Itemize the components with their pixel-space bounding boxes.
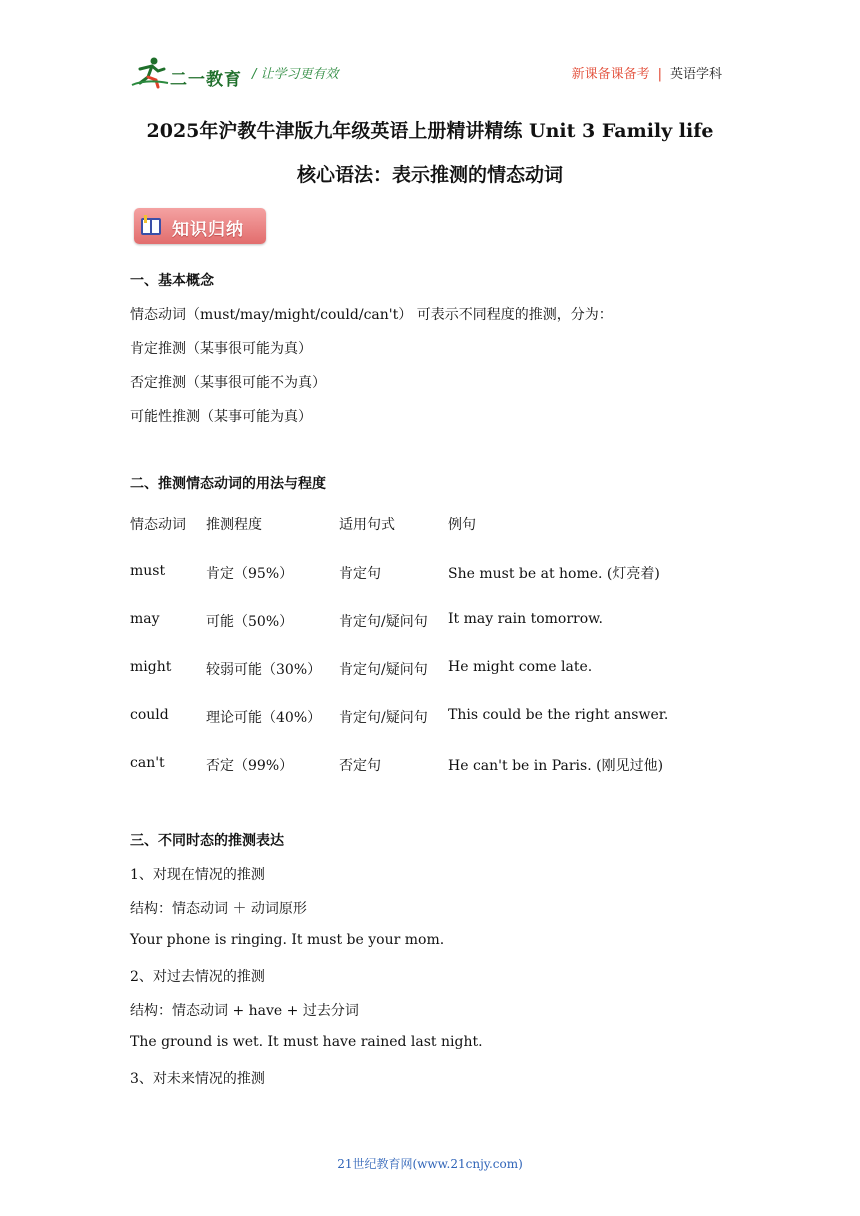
table-cell: It may rain tomorrow. bbox=[448, 611, 603, 627]
section3-line: Your phone is ringing. It must be your mom. bbox=[130, 932, 445, 948]
table-cell: 较弱可能（30%） bbox=[206, 662, 322, 678]
table-cell: may bbox=[130, 611, 160, 627]
runner-logo-icon bbox=[130, 55, 170, 89]
table-cell: 否定句 bbox=[339, 758, 381, 774]
header-course-label: 新课备课备考 bbox=[571, 67, 650, 82]
column-header: 情态动词 bbox=[130, 517, 186, 533]
badge-label: 知识归纳 bbox=[172, 220, 244, 240]
section3-line: 结构：情态动词 ＋ 动词原形 bbox=[130, 901, 307, 917]
table-cell: 肯定（95%） bbox=[206, 566, 294, 582]
table-cell: 肯定句/疑问句 bbox=[339, 662, 428, 678]
section3-line: 2、对过去情况的推测 bbox=[130, 969, 265, 985]
section1-heading: 一、基本概念 bbox=[130, 273, 214, 289]
document-subtitle: 核心语法：表示推测的情态动词 bbox=[296, 164, 563, 186]
section3-line: 1、对现在情况的推测 bbox=[130, 867, 265, 883]
column-header: 适用句式 bbox=[339, 517, 395, 533]
column-header: 例句 bbox=[448, 517, 476, 533]
section3-heading: 三、不同时态的推测表达 bbox=[130, 833, 284, 849]
header-separator: | bbox=[657, 67, 662, 82]
table-cell: He can't be in Paris. (刚见过他) bbox=[448, 758, 664, 774]
document-title: 2025年沪教牛津版九年级英语上册精讲精练 Unit 3 Family life bbox=[146, 120, 714, 142]
logo-text: 二一教育 bbox=[170, 70, 242, 90]
table-cell: must bbox=[130, 563, 166, 579]
table-cell: 否定（99%） bbox=[206, 758, 294, 774]
slogan: / 让学习更有效 bbox=[252, 67, 339, 82]
knowledge-summary-badge bbox=[134, 208, 266, 244]
table-cell: She must be at home. (灯亮着) bbox=[448, 566, 660, 582]
section1-line: 可能性推测（某事可能为真） bbox=[130, 409, 312, 425]
column-header: 推测程度 bbox=[206, 517, 262, 533]
table-cell: can't bbox=[130, 755, 165, 771]
section1-line: 否定推测（某事很可能不为真） bbox=[130, 375, 326, 391]
logo bbox=[130, 55, 242, 89]
section2-heading: 二、推测情态动词的用法与程度 bbox=[130, 476, 326, 492]
table-cell: 可能（50%） bbox=[206, 614, 294, 630]
page-header bbox=[130, 55, 726, 91]
header-subject-label: 英语学科 bbox=[669, 67, 722, 82]
table-cell: He might come late. bbox=[448, 659, 593, 675]
table-cell: might bbox=[130, 659, 172, 675]
table-cell: could bbox=[130, 707, 169, 723]
section1-line: 情态动词（must/may/might/could/can't） 可表示不同程度的推测，分为： bbox=[130, 307, 613, 323]
table-cell: This could be the right answer. bbox=[448, 707, 669, 723]
page-footer: 21世纪教育网(www.21cnjy.com) bbox=[337, 1157, 523, 1171]
section3-line: 3、对未来情况的推测 bbox=[130, 1071, 265, 1087]
table-cell: 理论可能（40%） bbox=[206, 710, 322, 726]
section3-line: The ground is wet. It must have rained last night. bbox=[130, 1034, 483, 1050]
book-icon bbox=[140, 214, 162, 238]
header-subject bbox=[572, 63, 722, 82]
section1-line: 肯定推测（某事很可能为真） bbox=[130, 341, 312, 357]
table-cell: 肯定句/疑问句 bbox=[339, 710, 428, 726]
section3-line: 结构：情态动词 + have + 过去分词 bbox=[130, 1003, 359, 1019]
table-cell: 肯定句 bbox=[339, 566, 381, 582]
table-cell: 肯定句/疑问句 bbox=[339, 614, 428, 630]
